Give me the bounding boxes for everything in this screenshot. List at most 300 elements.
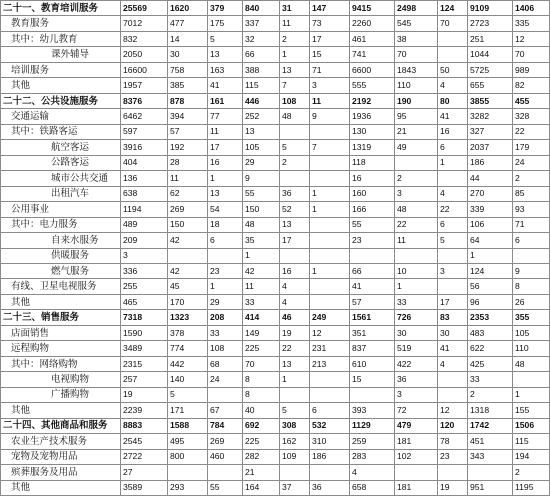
value-cell: 41	[438, 109, 468, 124]
value-cell: 70	[395, 47, 438, 62]
table-row	[1, 403, 550, 418]
value-cell: 72	[395, 403, 438, 418]
value-cell: 1318	[468, 403, 513, 418]
value-cell: 378	[168, 325, 208, 340]
value-cell: 30	[168, 47, 208, 62]
value-cell: 989	[513, 62, 550, 77]
value-cell	[310, 155, 350, 170]
value-cell: 692	[243, 418, 280, 433]
value-cell: 1	[310, 202, 350, 217]
value-cell: 149	[243, 325, 280, 340]
value-cell: 1406	[513, 1, 550, 16]
value-cell: 442	[168, 356, 208, 371]
value-cell: 1319	[350, 140, 395, 155]
value-cell: 106	[468, 217, 513, 232]
value-cell: 6	[438, 217, 468, 232]
value-cell: 48	[395, 202, 438, 217]
value-cell: 42	[168, 233, 208, 248]
value-cell: 150	[243, 202, 280, 217]
value-cell: 17	[310, 31, 350, 46]
value-cell: 5	[208, 31, 243, 46]
value-cell: 532	[310, 418, 350, 433]
value-cell	[310, 248, 350, 263]
value-cell	[310, 279, 350, 294]
value-cell: 42	[243, 263, 280, 278]
value-cell: 21	[243, 465, 280, 480]
value-cell	[438, 372, 468, 387]
row-label: 远程购物	[1, 341, 121, 356]
value-cell: 2353	[468, 310, 513, 325]
value-cell: 16	[438, 124, 468, 139]
value-cell: 33	[243, 294, 280, 309]
table-row	[1, 233, 550, 248]
table-row	[1, 372, 550, 387]
row-label: 电视购物	[1, 372, 121, 387]
value-cell: 57	[168, 124, 208, 139]
table-row	[1, 263, 550, 278]
value-cell	[310, 372, 350, 387]
value-cell: 1	[468, 248, 513, 263]
value-cell: 3282	[468, 109, 513, 124]
value-cell: 48	[513, 356, 550, 371]
value-cell: 48	[243, 217, 280, 232]
value-cell: 2315	[121, 356, 168, 371]
value-cell: 404	[121, 155, 168, 170]
value-cell: 3916	[121, 140, 168, 155]
table-row	[1, 434, 550, 449]
value-cell: 22	[438, 202, 468, 217]
value-cell: 13	[208, 47, 243, 62]
value-cell: 82	[513, 78, 550, 93]
value-cell: 147	[310, 1, 350, 16]
value-cell: 18	[208, 217, 243, 232]
value-cell: 24	[513, 155, 550, 170]
value-cell: 108	[280, 93, 310, 108]
value-cell: 327	[468, 124, 513, 139]
value-cell: 225	[243, 341, 280, 356]
value-cell	[310, 465, 350, 480]
value-cell: 95	[395, 109, 438, 124]
value-cell: 2037	[468, 140, 513, 155]
value-cell	[168, 248, 208, 263]
value-cell: 93	[513, 202, 550, 217]
value-cell: 8	[243, 372, 280, 387]
row-label: 二十一、教育培训服务	[1, 1, 121, 16]
value-cell: 555	[350, 78, 395, 93]
value-cell: 2	[280, 31, 310, 46]
table-row	[1, 356, 550, 371]
value-cell	[438, 387, 468, 402]
value-cell: 19	[438, 480, 468, 495]
value-cell: 71	[310, 62, 350, 77]
value-cell: 8	[513, 279, 550, 294]
table-row	[1, 124, 550, 139]
value-cell: 78	[438, 434, 468, 449]
value-cell	[350, 387, 395, 402]
value-cell: 774	[168, 341, 208, 356]
value-cell: 166	[350, 202, 395, 217]
value-cell: 1129	[350, 418, 395, 433]
value-cell: 208	[208, 310, 243, 325]
value-cell: 190	[395, 93, 438, 108]
table-row	[1, 217, 550, 232]
value-cell: 66	[243, 47, 280, 62]
value-cell: 10	[395, 263, 438, 278]
value-cell: 36	[310, 480, 350, 495]
value-cell	[310, 387, 350, 402]
value-cell: 385	[168, 78, 208, 93]
value-cell: 181	[395, 434, 438, 449]
value-cell: 1194	[121, 202, 168, 217]
value-cell: 115	[243, 78, 280, 93]
value-cell: 11	[243, 279, 280, 294]
value-cell: 118	[350, 155, 395, 170]
value-cell: 840	[243, 1, 280, 16]
row-label: 供暖服务	[1, 248, 121, 263]
table-row	[1, 109, 550, 124]
value-cell	[513, 372, 550, 387]
value-cell: 16	[208, 155, 243, 170]
value-cell: 23	[350, 233, 395, 248]
value-cell: 1957	[121, 78, 168, 93]
value-cell	[468, 465, 513, 480]
value-cell	[208, 387, 243, 402]
value-cell: 11	[168, 171, 208, 186]
value-cell: 282	[243, 449, 280, 464]
table-row	[1, 47, 550, 62]
value-cell: 393	[350, 403, 395, 418]
value-cell: 451	[468, 434, 513, 449]
value-cell: 741	[350, 47, 395, 62]
value-cell	[168, 465, 208, 480]
value-cell: 70	[243, 356, 280, 371]
value-cell: 477	[168, 16, 208, 31]
value-cell: 394	[168, 109, 208, 124]
value-cell	[280, 124, 310, 139]
table-row	[1, 294, 550, 309]
value-cell: 170	[168, 294, 208, 309]
value-cell: 2	[280, 155, 310, 170]
value-cell: 1590	[121, 325, 168, 340]
value-cell: 638	[121, 186, 168, 201]
value-cell: 249	[310, 310, 350, 325]
row-label: 交通运输	[1, 109, 121, 124]
value-cell: 120	[438, 418, 468, 433]
value-cell	[310, 294, 350, 309]
value-cell	[395, 465, 438, 480]
value-cell: 2545	[121, 434, 168, 449]
value-cell: 328	[513, 109, 550, 124]
value-cell: 832	[121, 31, 168, 46]
value-cell: 70	[513, 47, 550, 62]
value-cell: 335	[513, 16, 550, 31]
value-cell: 784	[208, 418, 243, 433]
value-cell: 41	[350, 279, 395, 294]
table-row	[1, 171, 550, 186]
row-label: 店面销售	[1, 325, 121, 340]
value-cell	[310, 233, 350, 248]
table-row	[1, 78, 550, 93]
value-cell: 308	[280, 418, 310, 433]
value-cell: 45	[168, 279, 208, 294]
value-cell: 2239	[121, 403, 168, 418]
value-cell: 12	[438, 403, 468, 418]
row-label: 培训服务	[1, 62, 121, 77]
value-cell: 12	[310, 325, 350, 340]
value-cell: 24	[208, 372, 243, 387]
table-row	[1, 418, 550, 433]
value-cell: 11	[310, 93, 350, 108]
value-cell: 3	[395, 387, 438, 402]
value-cell: 161	[208, 93, 243, 108]
value-cell: 259	[350, 434, 395, 449]
value-cell: 15	[310, 47, 350, 62]
value-cell: 4	[438, 356, 468, 371]
value-cell: 455	[513, 93, 550, 108]
value-cell: 337	[243, 16, 280, 31]
value-cell: 38	[395, 31, 438, 46]
value-cell	[438, 171, 468, 186]
value-cell: 55	[243, 186, 280, 201]
value-cell: 13	[243, 124, 280, 139]
value-cell: 1	[280, 372, 310, 387]
value-cell: 3589	[121, 480, 168, 495]
value-cell: 2	[513, 465, 550, 480]
value-cell: 13	[208, 186, 243, 201]
value-cell: 83	[438, 310, 468, 325]
value-cell: 1742	[468, 418, 513, 433]
value-cell: 9	[243, 171, 280, 186]
value-cell: 160	[350, 186, 395, 201]
value-cell: 155	[513, 403, 550, 418]
value-cell: 425	[468, 356, 513, 371]
value-cell: 71	[513, 217, 550, 232]
value-cell: 4	[280, 279, 310, 294]
value-cell: 800	[168, 449, 208, 464]
value-cell: 1	[208, 171, 243, 186]
value-cell: 837	[350, 341, 395, 356]
value-cell: 269	[168, 202, 208, 217]
value-cell: 1	[395, 279, 438, 294]
value-cell	[310, 171, 350, 186]
table-row	[1, 93, 550, 108]
row-label: 其中：网络购物	[1, 356, 121, 371]
value-cell: 41	[438, 341, 468, 356]
value-cell: 33	[208, 325, 243, 340]
row-label: 其他	[1, 403, 121, 418]
value-cell: 108	[208, 341, 243, 356]
value-cell: 28	[168, 155, 208, 170]
value-cell: 36	[395, 372, 438, 387]
value-cell: 31	[280, 1, 310, 16]
value-cell: 483	[468, 325, 513, 340]
value-cell: 388	[243, 62, 280, 77]
value-cell: 80	[438, 93, 468, 108]
value-cell: 67	[208, 403, 243, 418]
value-cell: 19	[121, 387, 168, 402]
value-cell	[310, 217, 350, 232]
value-cell: 655	[468, 78, 513, 93]
value-cell: 192	[168, 140, 208, 155]
value-cell: 3	[395, 186, 438, 201]
value-cell: 1936	[350, 109, 395, 124]
value-cell: 209	[121, 233, 168, 248]
value-cell: 1044	[468, 47, 513, 62]
value-cell: 11	[280, 16, 310, 31]
value-cell: 36	[280, 186, 310, 201]
value-cell: 339	[468, 202, 513, 217]
value-cell: 109	[280, 449, 310, 464]
value-cell: 57	[350, 294, 395, 309]
value-cell: 2498	[395, 1, 438, 16]
value-cell: 26	[513, 294, 550, 309]
value-cell: 336	[121, 263, 168, 278]
value-cell: 2	[468, 387, 513, 402]
value-cell: 124	[468, 263, 513, 278]
value-cell: 622	[468, 341, 513, 356]
value-cell: 3855	[468, 93, 513, 108]
value-cell: 29	[243, 155, 280, 170]
value-cell: 7	[280, 78, 310, 93]
value-cell: 4	[350, 465, 395, 480]
table-row	[1, 31, 550, 46]
value-cell: 213	[310, 356, 350, 371]
value-cell: 8	[243, 387, 280, 402]
value-cell: 105	[243, 140, 280, 155]
row-label: 燃气服务	[1, 263, 121, 278]
value-cell: 37	[280, 480, 310, 495]
row-label: 公路客运	[1, 155, 121, 170]
value-cell: 2723	[468, 16, 513, 31]
value-cell: 3	[121, 248, 168, 263]
value-cell: 8376	[121, 93, 168, 108]
value-cell: 19	[280, 325, 310, 340]
value-cell: 6600	[350, 62, 395, 77]
value-cell: 2192	[350, 93, 395, 108]
value-cell: 5	[438, 233, 468, 248]
value-cell: 13	[280, 62, 310, 77]
value-cell: 115	[513, 434, 550, 449]
row-label: 课外辅导	[1, 47, 121, 62]
row-label: 其他	[1, 78, 121, 93]
value-cell: 414	[243, 310, 280, 325]
value-cell: 4	[438, 186, 468, 201]
value-cell: 1	[310, 263, 350, 278]
value-cell: 460	[208, 449, 243, 464]
value-cell: 5725	[468, 62, 513, 77]
value-cell: 11	[395, 233, 438, 248]
table-row	[1, 202, 550, 217]
value-cell	[280, 248, 310, 263]
row-label: 自来水服务	[1, 233, 121, 248]
table-row	[1, 449, 550, 464]
value-cell: 1	[280, 47, 310, 62]
value-cell: 13	[280, 356, 310, 371]
row-label: 二十三、销售服务	[1, 310, 121, 325]
value-cell: 48	[280, 109, 310, 124]
value-cell: 495	[168, 434, 208, 449]
value-cell	[350, 248, 395, 263]
value-cell: 658	[350, 480, 395, 495]
value-cell: 55	[208, 480, 243, 495]
value-cell: 162	[280, 434, 310, 449]
value-cell: 7318	[121, 310, 168, 325]
value-cell: 73	[310, 16, 350, 31]
value-cell: 14	[168, 31, 208, 46]
table-row	[1, 279, 550, 294]
value-cell: 1506	[513, 418, 550, 433]
value-cell: 283	[350, 449, 395, 464]
value-cell: 96	[468, 294, 513, 309]
value-cell: 489	[121, 217, 168, 232]
value-cell: 8883	[121, 418, 168, 433]
value-cell: 105	[513, 325, 550, 340]
value-cell: 9	[310, 109, 350, 124]
value-cell: 225	[243, 434, 280, 449]
table-body	[1, 1, 550, 496]
value-cell: 1	[513, 387, 550, 402]
value-cell	[208, 248, 243, 263]
value-cell: 878	[168, 93, 208, 108]
value-cell: 30	[395, 325, 438, 340]
table-row	[1, 465, 550, 480]
value-cell: 7012	[121, 16, 168, 31]
value-cell	[310, 124, 350, 139]
table-row	[1, 1, 550, 16]
value-cell	[438, 465, 468, 480]
value-cell: 23	[208, 263, 243, 278]
value-cell: 16	[350, 171, 395, 186]
value-cell: 16	[280, 263, 310, 278]
value-cell: 9	[513, 263, 550, 278]
value-cell: 355	[513, 310, 550, 325]
table-row	[1, 325, 550, 340]
value-cell: 179	[513, 140, 550, 155]
value-cell: 610	[350, 356, 395, 371]
value-cell: 6	[310, 403, 350, 418]
value-cell: 11	[208, 124, 243, 139]
row-label: 教育服务	[1, 16, 121, 31]
value-cell	[438, 279, 468, 294]
value-cell: 136	[121, 171, 168, 186]
value-cell: 171	[168, 403, 208, 418]
table-row	[1, 480, 550, 495]
value-cell: 13	[280, 217, 310, 232]
value-cell: 1	[208, 279, 243, 294]
value-cell: 68	[208, 356, 243, 371]
value-cell: 4	[438, 78, 468, 93]
value-cell: 50	[438, 62, 468, 77]
value-cell: 102	[395, 449, 438, 464]
value-cell: 4	[280, 294, 310, 309]
value-cell: 15	[350, 372, 395, 387]
value-cell: 597	[121, 124, 168, 139]
value-cell: 55	[350, 217, 395, 232]
value-cell: 1	[243, 248, 280, 263]
table-row	[1, 310, 550, 325]
value-cell: 56	[468, 279, 513, 294]
value-cell: 3	[310, 78, 350, 93]
value-cell: 66	[350, 263, 395, 278]
value-cell: 6	[513, 233, 550, 248]
value-cell: 6	[208, 233, 243, 248]
value-cell: 17	[438, 294, 468, 309]
value-cell: 2050	[121, 47, 168, 62]
row-label: 城市公共交通	[1, 171, 121, 186]
row-label: 其中：铁路客运	[1, 124, 121, 139]
value-cell: 130	[350, 124, 395, 139]
value-cell: 21	[395, 124, 438, 139]
